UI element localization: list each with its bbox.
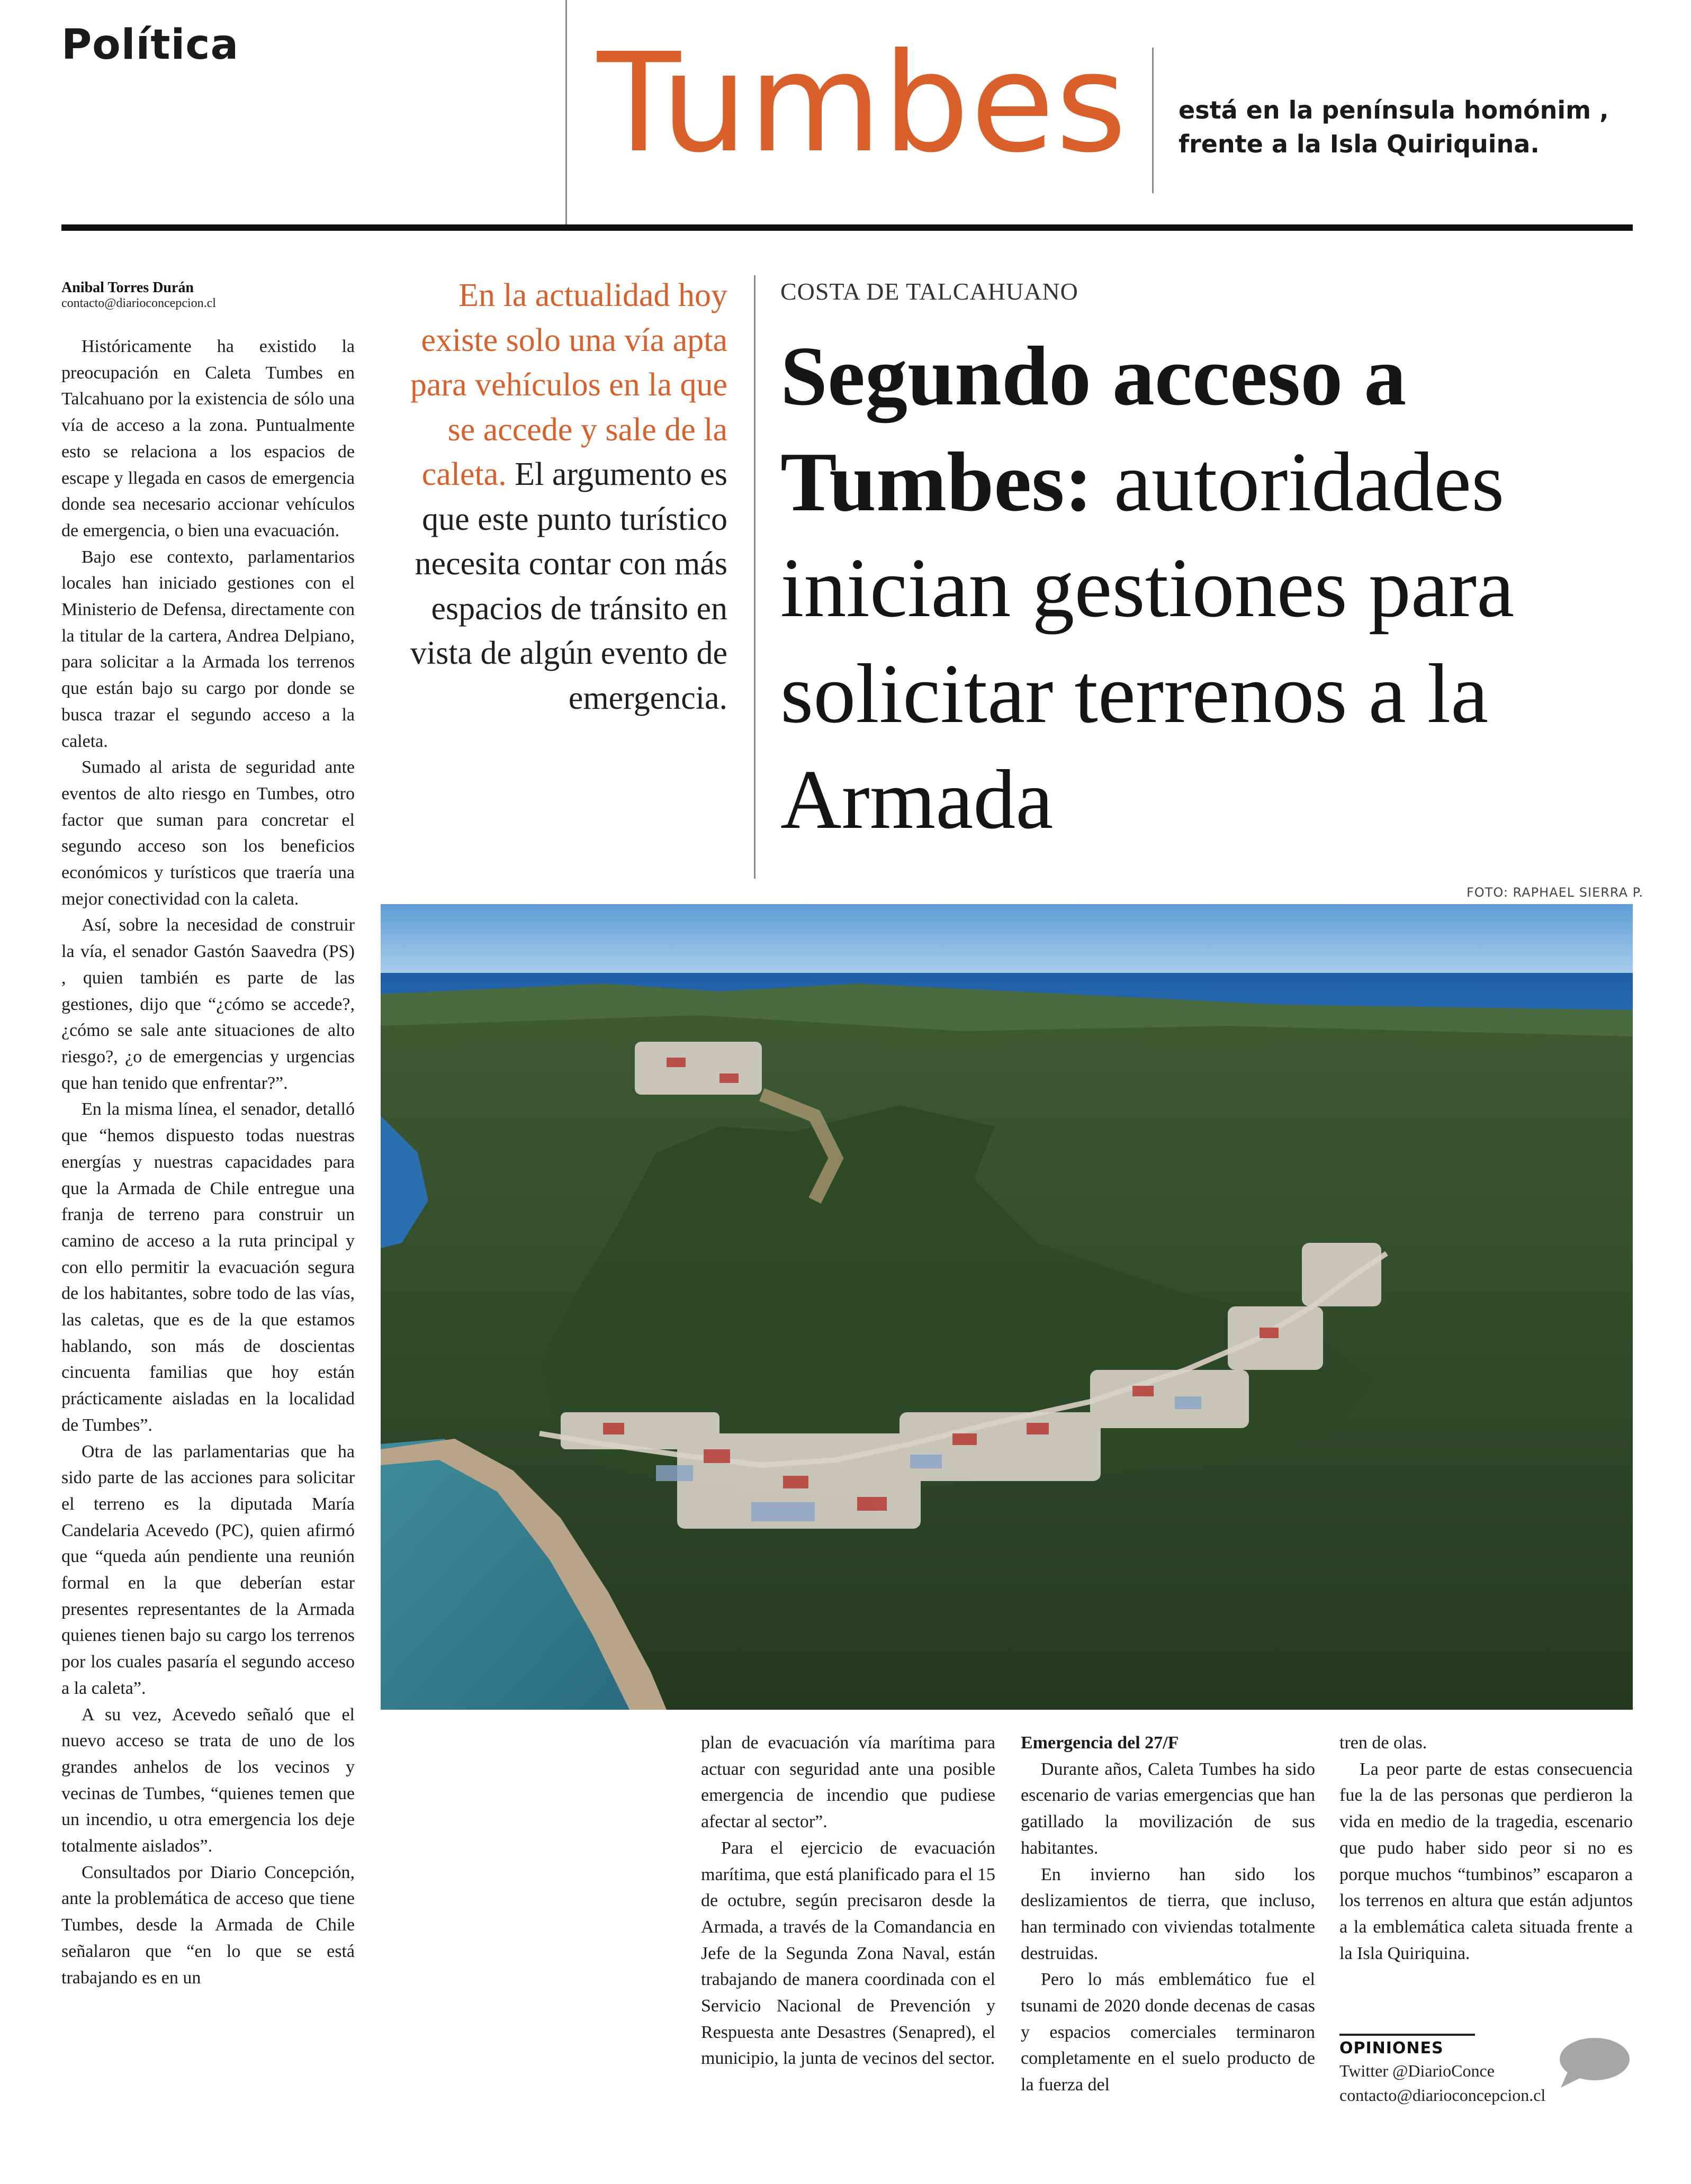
headline-bold: Segundo acceso a Tumbes: xyxy=(780,329,1407,529)
paragraph: Históricamente ha existido la preocupación en Caleta Tumbes en Talcahuano por la existencia de sólo una vía de acceso a la zona. Puntualmente esto se relaciona a los espacios de escape y llegada en casos de emergencia donde sea necesario accionar vehículos de emergencia, o bien una evacuación. xyxy=(61,337,355,540)
byline-author: Anibal Torres Durán xyxy=(61,279,194,296)
pull-quote-rest: El argumento es que este punto turístico necesita contar con más espacios de tránsito en vista de algún evento de emergencia. xyxy=(410,456,727,716)
speech-bubble-icon xyxy=(1557,2037,1631,2092)
byline-email: contacto@diarioconcepcion.cl xyxy=(61,296,216,310)
opinions-title: OPINIONES xyxy=(1339,2039,1444,2057)
paragraph: tren de olas. xyxy=(1339,1733,1427,1753)
pull-quote xyxy=(392,273,727,720)
aerial-photo xyxy=(381,904,1633,1710)
paragraph: Para el ejercicio de evacuación marítima, que está planificado para el 15 de octubre, según precisaron desde la Armada, a través de la Comandancia en Jefe de la Segunda Zona Naval, están trabajando de manera coordinada con el Servicio Nacional de Prevención y Respuesta ante Desastres (Senapred), el municipio, la junta de vecinos del sector. xyxy=(701,1838,995,2069)
paragraph: Pero lo más emblemático fue el tsunami de 2020 donde decenas de casas y espacios comerciales terminaron completamente en el suelo producto de la fuerza del xyxy=(1021,1970,1315,2095)
subheading: Emergencia del 27/F xyxy=(1021,1733,1179,1753)
paragraph: En invierno han sido los deslizamientos de tierra, que incluso, han terminado con viviendas totalmente destruidas. xyxy=(1021,1864,1315,1963)
header-divider-left xyxy=(565,0,567,225)
feature-note-line2: frente a la Isla Quiriquina. xyxy=(1179,130,1540,158)
headline-rest: autoridades inician gestiones para solicitar terrenos a la Armada xyxy=(780,435,1515,846)
paragraph: Durante años, Caleta Tumbes ha sido escenario de varias emergencias que han gatillado la movilización de sus habitantes. xyxy=(1021,1759,1315,1858)
paragraph: Así, sobre la necesidad de construir la vía, el senador Gastón Saavedra (PS) , quien también es parte de las gestiones, dijo que “¿cómo se accede?, ¿cómo se sale ante situaciones de alto riesgo?, ¿o de emergencias y urgencias que han tenido que enfrentar?”. xyxy=(61,915,355,1093)
feature-note xyxy=(1179,93,1655,161)
aerial-photo-illustration xyxy=(381,904,1633,1710)
opinions-rule xyxy=(1339,2034,1475,2036)
opinions-twitter: Twitter @DiarioConce xyxy=(1339,2061,1495,2080)
paragraph: Otra de las parlamentarias que ha sido parte de las acciones para solicitar el terreno es la diputada María Candelaria Acevedo (PC), quien afirmó que “queda aún pendiente una reunión formal en la que deberían estar presentes representantes de la Armada quienes tienen bajo su cargo los terrenos por los cuales pasaría el segundo acceso a la caleta”. xyxy=(61,1441,355,1698)
paragraph: La peor parte de estas consecuencia fue la de las personas que perdieron la vida en medio de la tragedia, escenario que pudo haber sido peor si no es porque muchos “tumbinos” escaparon a los terrenos en altura que están adjuntos a la emblemática caleta situada frente a la Isla Quiriquina. xyxy=(1339,1759,1633,1963)
paragraph: plan de evacuación vía marítima para actuar con seguridad ante una posible emergencia de incendio que pudiese afectar al sector”. xyxy=(701,1733,995,1832)
article-column-2 xyxy=(701,1730,995,2072)
paragraph: Sumado al arista de seguridad ante eventos de alto riesgo en Tumbes, otro factor que suman para concretar el segundo acceso son los beneficios económicos y turísticos que traería una mejor conectividad con la caleta. xyxy=(61,757,355,909)
pull-quote-divider xyxy=(754,275,755,879)
article-column-3 xyxy=(1021,1730,1315,2098)
paragraph: Bajo ese contexto, parlamentarios locales han iniciado gestiones con el Ministerio de Defensa, directamente con la titular de la cartera, Andrea Delpiano, para solicitar a la Armada los terrenos que están bajo su cargo por donde se busca trazar el segundo acceso a la caleta. xyxy=(61,547,355,751)
paragraph: En la misma línea, el senador, detalló que “hemos dispuesto todas nuestras energías y nuestras capacidades para que la Armada de Chile entregue una franja de terreno para construir un camino de acceso a la ruta principal y con ello permitir la evacuación segura de los habitantes, sobre todo de las vías, las caletas, que es de la que estamos hablando, son más de doscientas cincuenta familias que hoy están prácticamente aisladas en la localidad de Tumbes”. xyxy=(61,1099,355,1435)
feature-note-line1: está en la península homónim , xyxy=(1179,96,1609,124)
header-divider-right xyxy=(1152,48,1154,193)
paragraph: Consultados por Diario Concepción, ante la problemática de acceso que tiene Tumbes, desde la Armada de Chile señalaron que “en lo que se está trabajando es en un xyxy=(61,1862,355,1988)
headline xyxy=(780,323,1649,852)
article-column-4 xyxy=(1339,1730,1633,1966)
feature-word: Tumbes xyxy=(597,24,1128,183)
kicker: COSTA DE TALCAHUANO xyxy=(780,278,1078,305)
section-title: Política xyxy=(61,21,239,69)
paragraph: A su vez, Acevedo señaló que el nuevo acceso se trata de uno de los grandes anhelos de los vecinos y vecinas de Tumbes, “quienes temen que un incendio, u otra emergencia los deje totalmente aislados”. xyxy=(61,1704,355,1856)
header-rule xyxy=(61,224,1633,231)
photo-credit: FOTO: RAPHAEL SIERRA P. xyxy=(1467,885,1644,900)
pull-quote-highlight: En la actualidad hoy existe solo una vía apta para vehículos en la que se accede y sale de la caleta. xyxy=(410,277,727,492)
article-column-1 xyxy=(61,333,355,1991)
opinions-email: contacto@diarioconcepcion.cl xyxy=(1339,2086,1546,2105)
